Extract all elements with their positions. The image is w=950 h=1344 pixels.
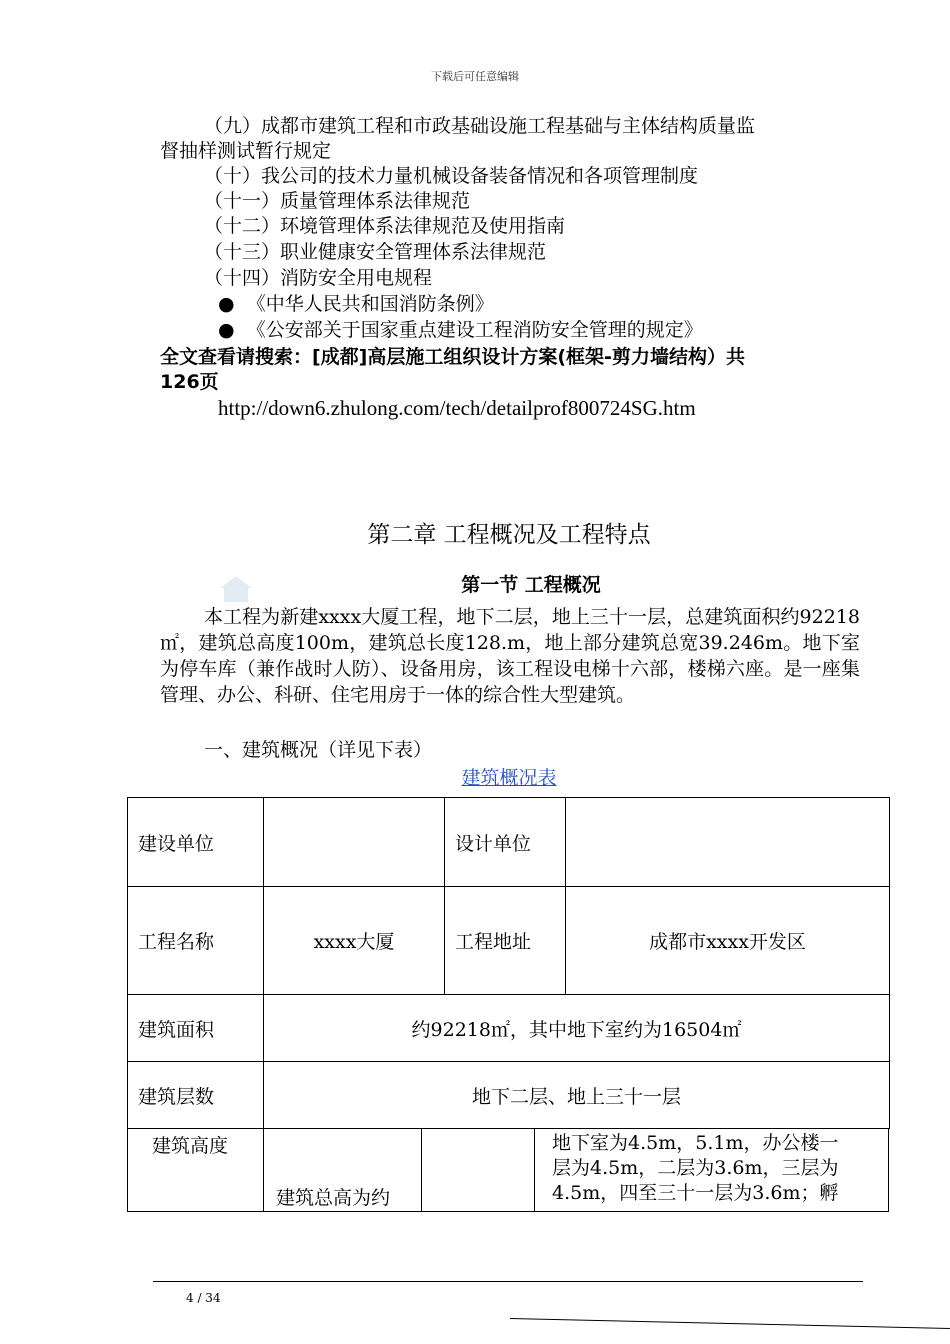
chapter-title: 第二章 工程概况及工程特点 [367, 522, 651, 548]
area-value: 约92218㎡，其中地下室约为16504㎡ [264, 995, 890, 1062]
bullet-item [218, 292, 494, 317]
list-item: （十三）职业健康安全管理体系法律规范 [204, 241, 547, 263]
project-name-value: xxxx大厦 [264, 887, 445, 995]
source-link[interactable]: http://down6.zhulong.com/tech/detailprof800724SG.htm [218, 396, 696, 420]
page-header-note: 下载后可任意编辑 [431, 70, 519, 83]
area-label: 建筑面积 [128, 995, 264, 1062]
bullet-text: 《公安部关于国家重点建设工程消防安全管理的规定》 [246, 319, 703, 341]
list-item: （十）我公司的技术力量机械设备装备情况和各项管理制度 [204, 165, 699, 187]
height-row [127, 1128, 889, 1212]
table-title-link[interactable]: 建筑概况表 [461, 767, 557, 789]
bullet-icon: ● [218, 319, 235, 341]
bullet-icon: ● [218, 293, 235, 315]
list-item: 督抽样测试暂行规定 [160, 140, 332, 162]
building-overview-table [127, 797, 890, 1129]
list-item: （十一）质量管理体系法律规范 [204, 190, 471, 212]
bullet-text: 《中华人民共和国消防条例》 [246, 293, 494, 315]
project-name-label: 工程名称 [128, 887, 264, 995]
floors-value: 地下二层、地上三十一层 [264, 1062, 890, 1129]
designer-label: 设计单位 [445, 798, 566, 887]
floors-label: 建筑层数 [128, 1062, 264, 1129]
address-label: 工程地址 [445, 887, 566, 995]
list-item: （十四）消防安全用电规程 [204, 267, 433, 289]
search-hint: 全文查看请搜索：[成都]高层施工组织设计方案(框架-剪力墙结构）共 [160, 346, 745, 368]
table-title[interactable] [0, 763, 950, 790]
bullet-item [218, 318, 703, 343]
builder-label: 建设单位 [128, 798, 264, 887]
section-title: 第一节 工程概况 [461, 574, 601, 596]
designer-value [566, 798, 890, 887]
overview-paragraph: 本工程为新建xxxx大厦工程，地下二层，地上三十一层，总建筑面积约92218㎡，建筑总高度100m，建筑总长度128.m，地上部分建筑总宽39.246m。地下室为停车库（兼作战时人防）、设备用房，该工程设电梯十六部，楼梯六座。是一座集管理、办公、科研、住宅用房于一体的综合性大型建筑。 [160, 606, 860, 706]
subheading: 一、建筑概况（详见下表） [204, 739, 433, 761]
height-detail: 地下室为4.5m，5.1m，办公楼一 层为4.5m，二层为3.6m，三层为 4.5m，四至三十一层为3.6m；孵 [552, 1132, 839, 1204]
page-edge-line [510, 1318, 950, 1329]
address-value: 成都市xxxx开发区 [566, 887, 890, 995]
page-number: 4 / 34 [186, 1291, 221, 1305]
builder-value [264, 798, 445, 887]
footer-divider [153, 1281, 863, 1282]
height-label: 建筑高度 [152, 1135, 229, 1157]
search-hint: 126页 [160, 371, 219, 393]
list-item: （十二）环境管理体系法律规范及使用指南 [204, 215, 566, 237]
list-item: （九）成都市建筑工程和市政基础设施工程基础与主体结构质量监 [204, 115, 756, 137]
height-total-text: 建筑总高为约 [276, 1187, 391, 1209]
